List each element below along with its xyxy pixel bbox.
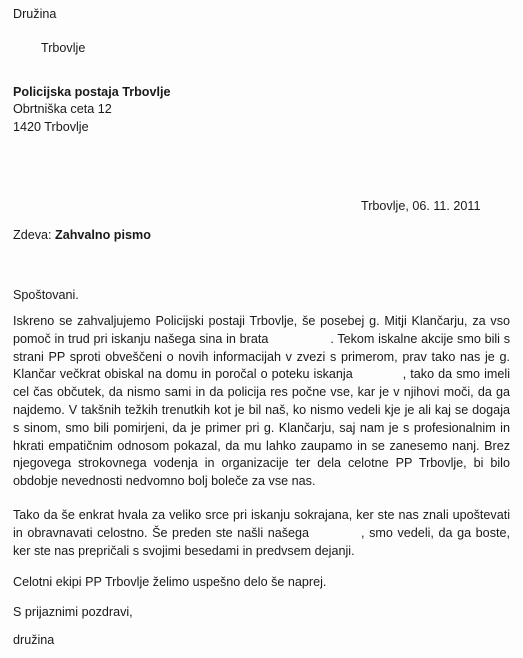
paragraph-thanks-part3: , tako da smo imeli cel čas občutek, da nismo sami in da policija res počne vse, kar je v njihovi moči, da ga najdemo. V takšnih težkih trenutkih kot je bil naš, ko nismo vedeli kje je ali kaj se dogaja s sinom, smo bili pomirjeni, da je primer pri g. Klančarju, saj nam je s profesionalnim in hkrati empatičnim odnosom pokazal, da mu lahko zaupamo in se zanesemo nanj. Brez njegovega strokovnega vodenja in organizacije ter dela celotne PP Trbovlje, bi bilo obdobje nevednosti nedvomno bolj boleče za vse nas. <box>13 367 510 489</box>
paragraph-wishes: Celotni ekipi PP Trbovlje želimo uspešno delo še naprej. <box>13 575 327 589</box>
subject-title: Zahvalno pismo <box>55 228 151 242</box>
salutation: Spoštovani. <box>13 288 79 302</box>
recipient-postal: 1420 Trbovlje <box>13 120 89 134</box>
paragraph-thanks-part2: . Tekom iskalne akcije smo bili s strani PP sproti obveščeni o novih informacijah v zvezi s primerom, prav tako nas je g. Klančar večkrat obiskal na domu in poročal o poteku iskanja <box>13 331 510 382</box>
date-line: Trbovlje, 06. 11. 2011 <box>361 199 481 213</box>
paragraph-gratitude-part2: , smo vedeli, da ga boste, ker ste nas prepričali s svojimi besedami in predvsem dejanji. <box>13 525 510 558</box>
paragraph-thanks <box>13 313 510 491</box>
subject-line <box>13 227 151 243</box>
recipient-street: Obrtniška ceta 12 <box>13 102 112 116</box>
paragraph-gratitude-part1: Tako da še enkrat hvala za veliko srce pri iskanju sokrajana, ker ste nas znali upoštevati in obravnavati celostno. Še preden ste našli našega <box>13 508 510 540</box>
paragraph-gratitude <box>13 507 510 560</box>
subject-label: Zdeva: <box>13 228 52 242</box>
closing: S prijaznimi pozdravi, <box>13 605 133 619</box>
recipient-name: Policijska postaja Trbovlje <box>13 85 171 99</box>
sender-name: Družina <box>13 7 57 21</box>
paragraph-thanks-part1: Iskreno se zahvaljujemo Policijski postaji Trbovlje, še posebej g. Mitji Klančarju, za vso pomoč in trud pri iskanju našega sina in brata <box>13 314 510 346</box>
sender-city: Trbovlje <box>41 41 86 55</box>
signature: družina <box>13 633 55 647</box>
